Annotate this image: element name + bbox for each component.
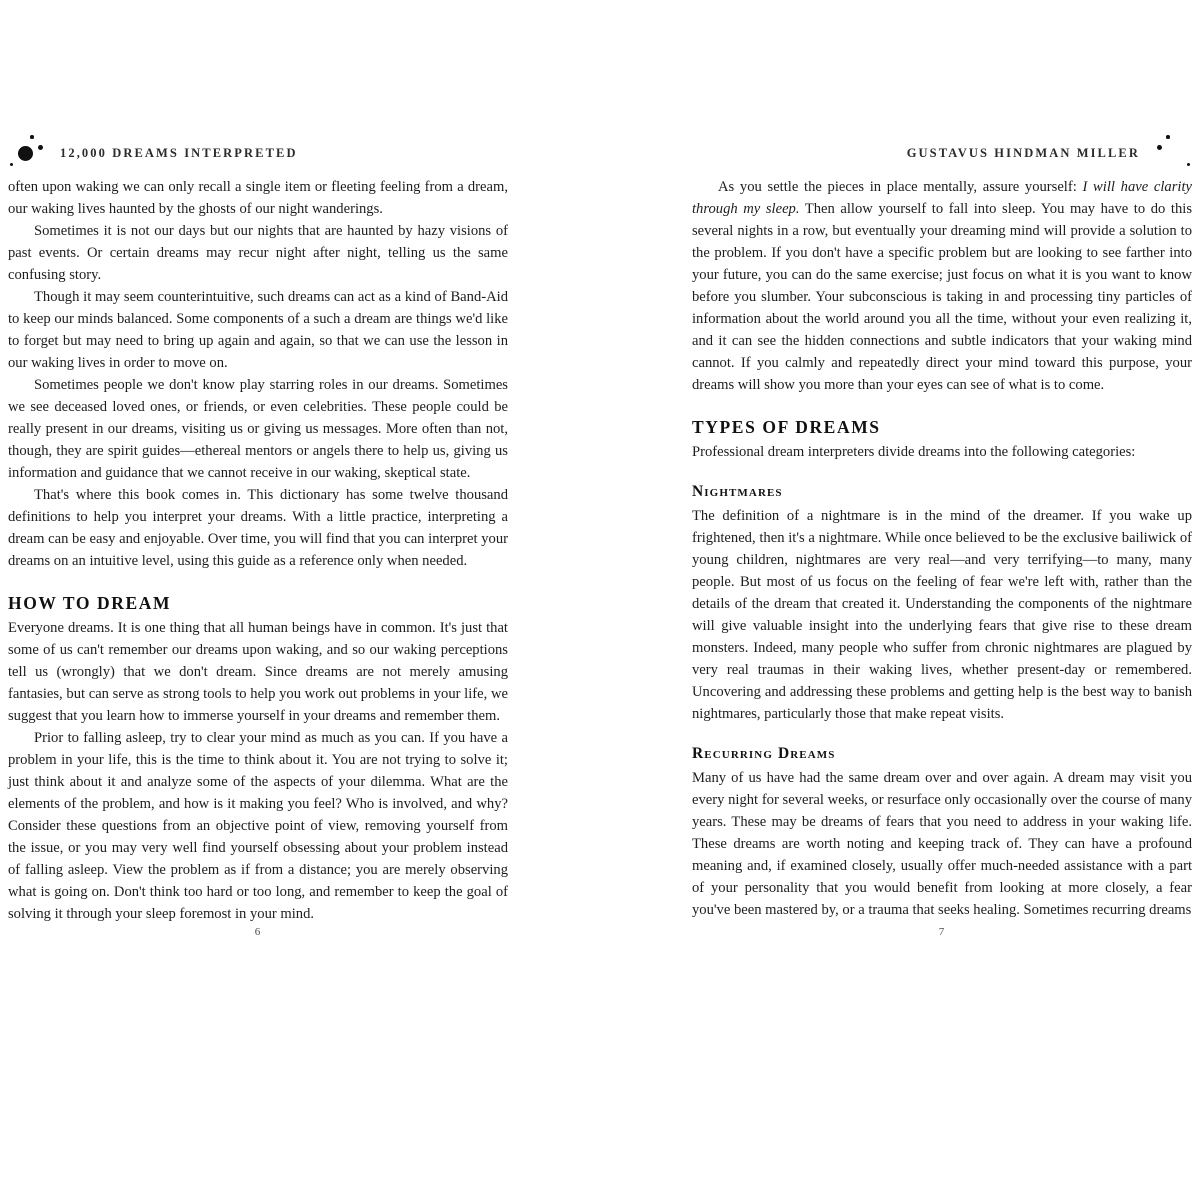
paragraph: That's where this book comes in. This dictionary has some twelve thousand definitions to help you interpret your dreams. With a little practice, interpreting a dream can be easy and enjoyable. Over time, you will find that you can interpret your dreams on an intuitive level, using this guide as a reference only when needed. [8,487,508,569]
paragraph: Everyone dreams. It is one thing that all human beings have in common. It's just that some of us can't remember our dreams upon waking, and so our waking perceptions tell us (wrongly) that we don't dream. Since dreams are not merely amusing fantasies, but can serve as strong tools to help you work out problems in your life, we suggest that you learn how to immerse yourself in your dreams and remember them. [8,620,508,724]
affirmation-italic: I will have clarity through my sleep. [692,179,1192,217]
star-icon [1157,145,1162,150]
paragraph: Many of us have had the same dream over and over again. A dream may visit you every night for several weeks, or resurface only occasionally over the course of many years. These may be dreams of fears that you need to address in your waking life. These dreams are worth noting and keeping track of. They can have a profound meaning and, if examined closely, usually offer much-needed assistance with a part of your personality that you would benefit from looking at more closely, a fear you've been mastered by, or a trauma that seeks healing. Sometimes recurring dreams [692,770,1192,918]
paragraph: Prior to falling asleep, try to clear your mind as much as you can. If you have a problem in your life, this is the time to think about it. You are not trying to solve it; just think about it and analyze some of the aspects of your dilemma. What are the elements of the problem, and how is it making you feel? Who is involved, and why? Consider these questions from an objective point of view, removing yourself from the issue, or you may very well find yourself obsessing about your problem instead of falling asleep. View the problem as if from a distance; you are merely observing what is going on. Don't think too hard or too long, and remember to keep the goal of solving it through your sleep foremost in your mind. [8,730,508,922]
star-icon [1187,163,1190,166]
left-page [0,130,600,1070]
right-page-body [692,176,1192,921]
star-icon [30,135,34,139]
right-page [600,130,1200,1070]
paragraph-text-rest: Then allow yourself to fall into sleep. You may have to do this several nights in a row, but eventually your dreaming mind will provide a solution to the problem. If you don't have a specific problem but are looking to see farther into your future, you can do the same exercise; just focus on what it is you want to know before you slumber. Your subconscious is taking in and processing tiny particles of information about the world around you all the time, without your even realizing it, and it can see the hidden connections and subtle indicators that your waking mind cannot. If you calmly and repeatedly direct your mind toward this purpose, your dreams will show you more than your eyes can see of what is to come. [692,201,1192,393]
paragraph: Sometimes it is not our days but our nights that are haunted by hazy visions of past events. Or certain dreams may recur night after night, telling us the same confusing story. [8,223,508,283]
section-heading-how-to-dream: HOW TO DREAM [8,593,172,613]
left-page-number: 6 [254,926,262,938]
section-intro: Professional dream interpreters divide dreams into the following categories: [692,444,1136,460]
subsection-heading-nightmares: Nightmares [692,483,783,500]
paragraph-text-lead: As you settle the pieces in place mentally, assure yourself: [718,179,1083,195]
left-page-body [8,176,508,925]
crescent-moon-icon [18,146,33,161]
stars-icon [1140,133,1192,173]
paragraph: Though it may seem counterintuitive, such dreams can act as a kind of Band-Aid to keep our minds balanced. Some components of a such a dream are things we'd like to forget but may need to bring up again and again, so that we can use the lesson in our waking lives in order to move on. [8,289,508,371]
left-running-head [8,130,508,176]
right-running-head-text: GUSTAVUS HINDMAN MILLER [906,145,1140,160]
paragraph [692,176,1192,396]
star-icon [10,163,13,166]
paragraph: The definition of a nightmare is in the mind of the dreamer. If you wake up frightened, then it's a nightmare. While once believed to be the exclusive bailiwick of young children, nightmares are very real—and very terrifying—to many, many people. But most of us focus on the feeling of fear we're left with, rather than the details of the dream that created it. Understanding the components of the nightmare will give valuable insight into the underlying fears that give rise to these dream monsters. Indeed, many people who suffer from chronic nightmares are plagued by very real traumas in their waking lives, whether present-day or remembered. Uncovering and addressing these problems and getting help is the best way to banish nightmares, particularly those that make repeat visits. [692,508,1192,722]
right-running-head [692,130,1192,176]
paragraph: Sometimes people we don't know play starring roles in our dreams. Sometimes we see deceased loved ones, or friends, or even celebrities. These people could be really present in our dreams, visiting us or giving us messages. More often than not, though, they are spirit guides—ethereal mentors or angels there to help us, giving us information and guidance that we cannot receive in our waking, skeptical state. [8,377,508,481]
star-icon [1167,135,1171,139]
left-running-head-text: 12,000 DREAMS INTERPRETED [60,145,298,160]
subsection-heading-recurring-dreams: Recurring Dreams [692,745,836,762]
paragraph: often upon waking we can only recall a single item or fleeting feeling from a dream, our waking lives haunted by the ghosts of our night wanderings. [8,179,508,217]
section-heading-types-of-dreams: TYPES OF DREAMS [692,417,881,437]
right-page-number: 7 [938,926,946,938]
star-icon [38,145,43,150]
crescent-moon-and-stars-icon [8,133,60,173]
